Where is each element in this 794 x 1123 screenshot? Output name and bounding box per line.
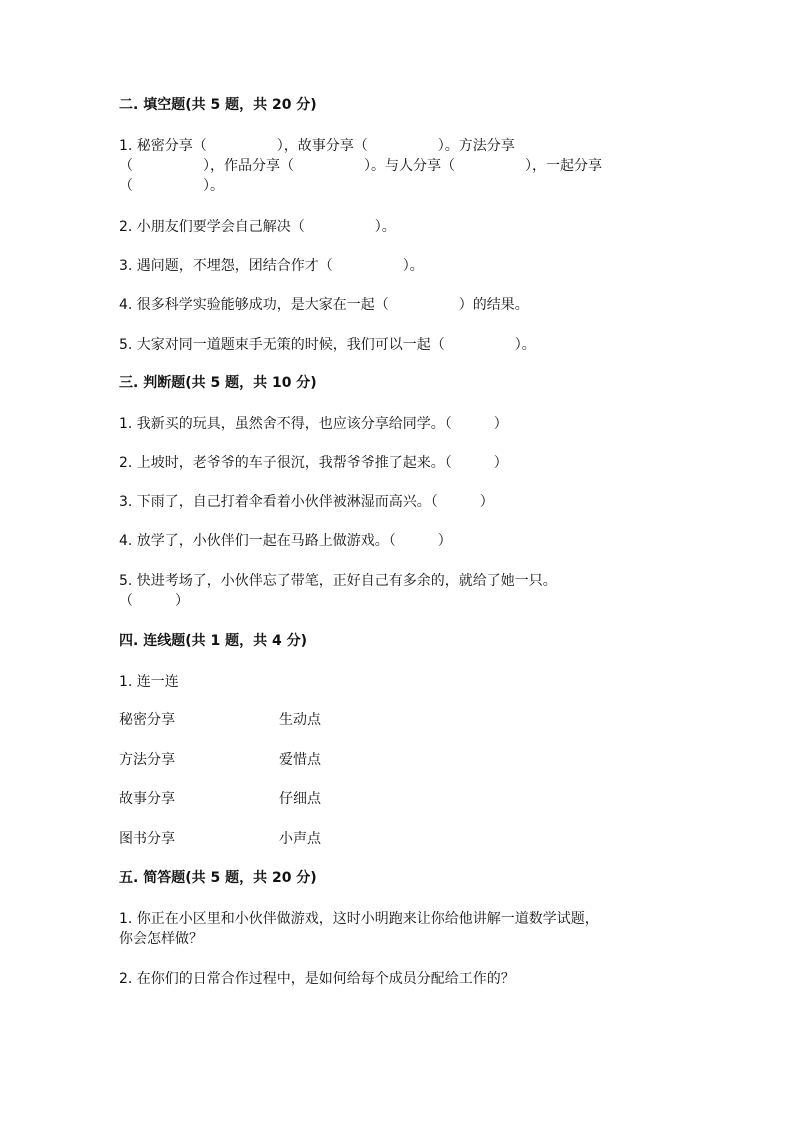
fill-section-heading: 二. 填空题(共 5 题，共 20 分) <box>119 97 317 113</box>
short-section-heading: 五. 简答题(共 5 题，共 20 分) <box>119 870 317 886</box>
judge-question-4: 4. 放学了，小伙伴们一起在马路上做游戏。（ ） <box>119 533 452 549</box>
fill-question-1-line-1: 1. 秘密分享（ ），故事分享（ ）。方法分享 <box>119 138 515 154</box>
match-right-item: 小声点 <box>279 831 321 847</box>
judge-question-5-line-1: 5. 快进考场了，小伙伴忘了带笔，正好自己有多余的，就给了她一只。 <box>119 573 557 589</box>
judge-question-3: 3. 下雨了，自己打着伞看着小伙伴被淋湿而高兴。（ ） <box>119 494 494 510</box>
judge-question-1: 1. 我新买的玩具，虽然舍不得，也应该分享给同学。（ ） <box>119 416 508 432</box>
match-right-item: 仔细点 <box>279 791 321 807</box>
fill-question-1-line-2: （ ），作品分享（ ）。与人分享（ ），一起分享 <box>119 158 602 174</box>
judge-question-2: 2. 上坡时，老爷爷的车子很沉，我帮爷爷推了起来。（ ） <box>119 455 508 471</box>
short-question-1-line-2: 你会怎样做？ <box>119 931 203 947</box>
fill-question-4: 4. 很多科学实验能够成功，是大家在一起（ ）的结果。 <box>119 297 529 313</box>
fill-question-3: 3. 遇问题，不埋怨，团结合作才（ ）。 <box>119 258 424 274</box>
fill-question-2: 2. 小朋友们要学会自己解决（ ）。 <box>119 219 396 235</box>
match-right-item: 生动点 <box>279 712 321 728</box>
match-right-item: 爱惜点 <box>279 752 321 768</box>
match-left-item: 图书分享 <box>119 831 175 847</box>
judge-question-5-line-2: （ ） <box>119 593 189 609</box>
match-left-item: 秘密分享 <box>119 712 175 728</box>
short-question-2: 2. 在你们的日常合作过程中，是如何给每个成员分配给工作的？ <box>119 971 515 987</box>
match-section-heading: 四. 连线题(共 1 题，共 4 分) <box>119 633 307 649</box>
match-question-1: 1. 连一连 <box>119 674 179 690</box>
match-left-item: 方法分享 <box>119 752 175 768</box>
fill-question-1-line-3: （ ）。 <box>119 178 224 194</box>
short-question-1-line-1: 1. 你正在小区里和小伙伴做游戏，这时小明跑来让你给他讲解一道数学试题， <box>119 911 599 927</box>
match-left-item: 故事分享 <box>119 791 175 807</box>
fill-question-5: 5. 大家对同一道题束手无策的时候，我们可以一起（ ）。 <box>119 337 536 353</box>
judge-section-heading: 三. 判断题(共 5 题，共 10 分) <box>119 375 317 391</box>
